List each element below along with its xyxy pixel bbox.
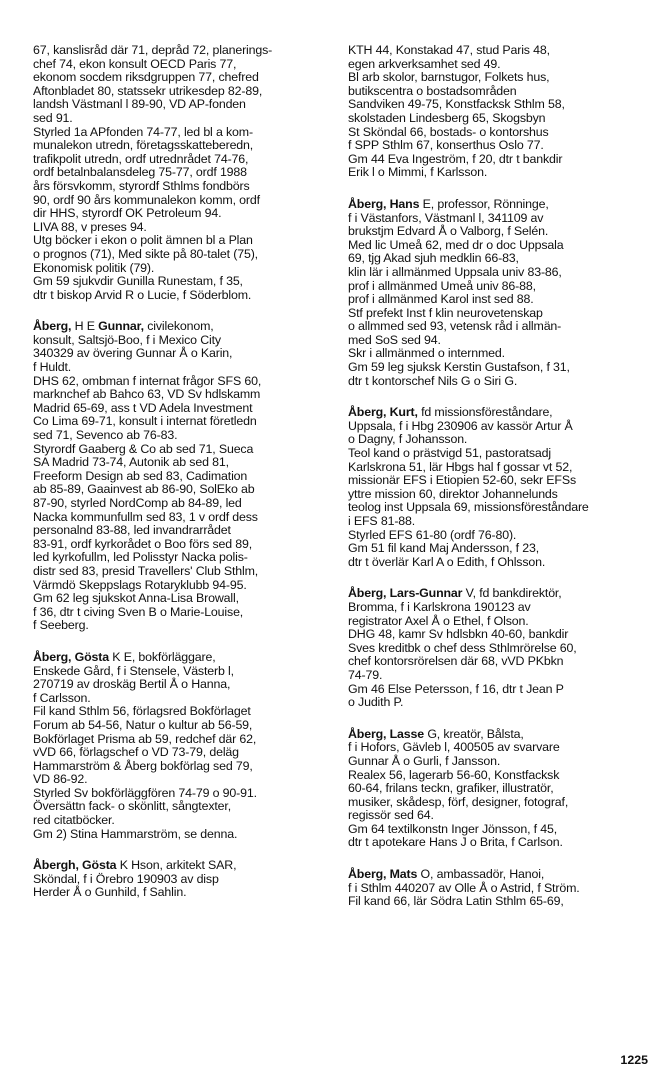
entry-line: Fil kand Sthlm 56, förlagsred Bokförlaget: [33, 704, 251, 719]
entry-first-line: [348, 868, 648, 882]
entry-line: Gm 44 Eva Ingeström, f 20, dtr t bankdir: [348, 151, 563, 166]
entry-line: f SPP Sthlm 67, konserthus Oslo 77.: [348, 138, 544, 153]
entry-surname: Åberg, Mats: [348, 867, 418, 882]
entry-line: Herder Å o Gunhild, f Sahlin.: [33, 885, 187, 900]
entry-line: Madrid 65-69, ass t VD Adela Investment: [33, 400, 253, 415]
entry-line: St Sköndal 66, bostads- o kontorshus: [348, 124, 549, 139]
entry-line: red citatböcker.: [33, 813, 115, 828]
entry-line: Utg böcker i ekon o polit ämnen bl a Plan: [33, 233, 253, 248]
entry-line: dtr t överlär Karl A o Edith, f Ohlsson.: [348, 554, 546, 569]
left-column: [33, 44, 333, 918]
entry-first-line-rest: E, professor, Rönninge,: [419, 196, 549, 211]
entry-line: 270719 av droskäg Bertil Å o Hanna,: [33, 677, 231, 692]
entry-line: 87-90, styrled NordComp ab 84-89, led: [33, 496, 242, 510]
entry-surname: Åberg, Hans: [348, 196, 420, 211]
entry-line: Co Lima 69-71, konsult i internat företledn: [33, 414, 257, 429]
entry-line: SA Madrid 73-74, Autonik ab sed 81,: [33, 455, 229, 470]
entry-line: VD 86-92.: [33, 772, 88, 787]
entry-line: Stf prefekt Inst f klin neurovetenskap: [348, 305, 543, 320]
entry-line: Skr i allmänmed o internmed.: [348, 346, 505, 361]
directory-entry: [348, 406, 648, 569]
directory-entry: [348, 728, 648, 850]
directory-entry: [348, 587, 648, 709]
entry-line: skolstaden Lindesberg 65, Skogsbyn: [348, 110, 546, 125]
entry-first-line-rest: K E, bokförläggare,: [109, 649, 216, 664]
entry-line: 69, tjg Akad sjuh medklin 66-83,: [348, 251, 519, 266]
right-column: [348, 44, 648, 927]
entry-line: Realex 56, lagerarb 56-60, Konstfacksk: [348, 767, 560, 782]
entry-line: Styrled 1a APfonden 74-77, led bl a kom-: [33, 124, 253, 139]
entry-line: 90, ordf 90 års kommunalekon komm, ordf: [33, 192, 260, 207]
entry-surname: Åberg, Gösta: [33, 649, 109, 664]
entry-line: Sköndal, f i Örebro 190903 av disp: [33, 871, 219, 886]
entry-line: marknchef ab Bahco 63, VD Sv hdlskamm: [33, 387, 261, 402]
entry-first-line-rest: K Hson, arkitekt SAR,: [116, 858, 237, 873]
entry-line: musiker, skådesp, förf, designer, fotograf,: [348, 794, 569, 809]
entry-line: brukstjm Edvard Å o Valborg, f Selén.: [348, 224, 549, 239]
entry-line: f Huldt.: [33, 360, 72, 375]
entry-line: egen arkverksamhet sed 49.: [348, 56, 501, 71]
entry-line: f i Hofors, Gävleb l, 400505 av svarvare: [348, 740, 560, 755]
entry-line: 83-91, ordf kyrkorådet o Boo förs sed 89,: [33, 536, 253, 551]
entry-line: registrator Axel Å o Ethel, f Olson.: [348, 613, 529, 628]
entry-line: sed 71, Sevenco ab 76-83.: [33, 428, 178, 443]
entry-first-line: [33, 651, 333, 665]
entry-first-line: [348, 587, 648, 601]
entry-line: 74-79.: [348, 667, 383, 682]
entry-line: års försvkomm, styrordf Sthlms fondbörs: [33, 178, 250, 193]
entry-line: o Dagny, f Johansson.: [348, 432, 468, 447]
entry-line: Aftonbladet 80, statssekr utrikesdep 82-89,: [33, 83, 263, 98]
entry-line: o Judith P.: [348, 695, 404, 710]
entry-line: i EFS 81-88.: [348, 514, 416, 528]
entry-line: trafikpolit utredn, ordf utrednrådet 74-76,: [33, 151, 249, 166]
entry-line: Gunnar Å o Gurli, f Jansson.: [348, 753, 501, 768]
entry-line: Nacka kommunfullm sed 83, 1 v ordf dess: [33, 509, 258, 524]
directory-entry: [33, 651, 333, 841]
entry-surname: Åberg, Lasse: [348, 726, 425, 741]
entry-surname: Åbergh, Gösta: [33, 858, 117, 873]
directory-entry: [33, 859, 333, 900]
entry-line: Sandviken 49-75, Konstfacksk Sthlm 58,: [348, 97, 565, 112]
entry-line: landsh Västmanl l 89-90, VD AP-fonden: [33, 97, 246, 112]
entry-line: f i Västanfors, Västmanl l, 341109 av: [348, 210, 544, 225]
entry-line: Sves kreditbk o chef dess Sthlmrörelse 60,: [348, 640, 577, 655]
entry-line: DHS 62, ombman f internat frågor SFS 60,: [33, 373, 262, 388]
entry-first-line: [348, 406, 648, 420]
entry-line: f Seeberg.: [33, 618, 89, 633]
entry-line: Styrled EFS 61-80 (ordf 76-80).: [348, 527, 517, 542]
entry-line: Fil kand 66, lär Södra Latin Sthlm 65-69,: [348, 894, 564, 909]
entry-line: Erik l o Mimmi, f Karlsson.: [348, 165, 488, 180]
entry-line: Gm 51 fil kand Maj Andersson, f 23,: [348, 541, 540, 556]
entry-line: DHG 48, kamr Sv hdlsbkn 40-60, bankdir: [348, 627, 569, 642]
entry-line: distr sed 83, presid Travellers' Club Sthlm,: [33, 563, 259, 578]
entry-line: dtr t kontorschef Nils G o Siri G.: [348, 373, 518, 388]
entry-continuation: [348, 44, 648, 180]
entry-line: Värmdö Skeppslags Rotaryklubb 94-95.: [33, 577, 247, 592]
entry-first-line-rest: fd missionsföreståndare,: [417, 405, 553, 420]
entry-line: Enskede Gård, f i Stensele, Västerb l,: [33, 663, 234, 678]
directory-entry: [348, 868, 648, 909]
entry-line: Gm 62 leg sjukskot Anna-Lisa Browall,: [33, 591, 239, 606]
entry-given-names: H E: [71, 319, 99, 334]
entry-line: Bokförlaget Prisma ab 59, redchef där 62,: [33, 731, 257, 746]
entry-line: 67, kanslisråd där 71, depråd 72, planerings-: [33, 43, 273, 57]
entry-line: o allmmed sed 93, vetensk råd i allmän-: [348, 319, 562, 334]
entry-line: dir HHS, styrordf OK Petroleum 94.: [33, 206, 222, 221]
entry-line: Hammarström & Åberg bokförlag sed 79,: [33, 758, 253, 773]
entry-line: dtr t apotekare Hans J o Brita, f Carlson.: [348, 835, 563, 850]
entry-line: ordf betalnbalansdeleg 75-77, ordf 1988: [33, 165, 247, 180]
entry-line: Karlskrona 51, lär Hbgs hal f gossar vt 52,: [348, 459, 573, 474]
entry-line: 60-64, frilans teckn, grafiker, illustratör,: [348, 781, 554, 796]
entry-line: chef 74, ekon konsult OECD Paris 77,: [33, 56, 237, 71]
entry-line: vVD 66, förlagschef o VD 73-79, deläg: [33, 745, 239, 760]
directory-entry: [33, 320, 333, 633]
entry-line: Bromma, f i Karlskrona 190123 av: [348, 599, 531, 614]
entry-line: regissör sed 64.: [348, 808, 434, 823]
entry-surname: Åberg,: [33, 319, 72, 334]
entry-line: Översättn fack- o skönlitt, sångtexter,: [33, 799, 231, 814]
entry-line: Gm 59 leg sjuksk Kerstin Gustafson, f 31,: [348, 360, 570, 375]
entry-line: ekonom socdem riksdgruppen 77, chefred: [33, 70, 259, 85]
entry-first-line: [33, 859, 333, 873]
entry-surname: Åberg, Lars-Gunnar: [348, 586, 463, 601]
entry-line: Bl arb skolor, barnstugor, Folkets hus,: [348, 70, 550, 85]
entry-line: chef kontorsrörelsen där 68, vVD PKbkn: [348, 654, 564, 669]
entry-first-line: [348, 198, 648, 212]
entry-line: teolog inst Uppsala 69, missionsföreståndare: [348, 500, 589, 515]
entry-line: Gm 64 textilkonstn Inger Jönsson, f 45,: [348, 821, 558, 836]
entry-line: konsult, Saltsjö-Boo, f i Mexico City: [33, 332, 221, 347]
entry-line: munalekon utredn, företagsskatteberedn,: [33, 138, 254, 153]
entry-line: f Carlsson.: [33, 690, 91, 705]
entry-line: ab 85-89, Gaainvest ab 86-90, SolEko ab: [33, 482, 255, 497]
entry-line: Gm 46 Else Petersson, f 16, dtr t Jean P: [348, 681, 564, 696]
entry-line: med SoS sed 94.: [348, 332, 441, 347]
entry-line: personalnd 83-88, led invandrarrådet: [33, 523, 231, 538]
entry-line: Styrled Sv bokförläggfören 74-79 o 90-91.: [33, 785, 257, 800]
entry-line: LIVA 88, v preses 94.: [33, 219, 147, 234]
entry-line: yttre mission 60, direktor Johannelunds: [348, 486, 558, 501]
entry-line: prof i allmänmed Karol inst sed 88.: [348, 292, 534, 307]
entry-line: Freeform Design ab sed 83, Cadimation: [33, 468, 248, 483]
entry-line: missionär EFS i Etiopien 52-60, sekr EFSs: [348, 473, 576, 488]
entry-line: butikscentra o bostadsområden: [348, 83, 517, 98]
entry-first-line-rest: G, kreatör, Bålsta,: [424, 726, 524, 741]
entry-line: KTH 44, Konstakad 47, stud Paris 48,: [348, 43, 550, 57]
entry-line: Gm 59 sjukvdir Gunilla Runestam, f 35,: [33, 274, 243, 289]
entry-line: klin lär i allmänmed Uppsala univ 83-86,: [348, 264, 562, 279]
entry-surname: Åberg, Kurt,: [348, 405, 418, 420]
entry-continuation: [33, 44, 333, 302]
entry-line: Forum ab 54-56, Natur o kultur ab 56-59,: [33, 717, 253, 732]
entry-first-line: [348, 728, 648, 742]
entry-call-name: Gunnar,: [98, 319, 144, 334]
entry-line: f 36, dtr t civing Sven B o Marie-Louise,: [33, 604, 244, 619]
entry-line: led kyrkofullm, led Polisstyr Nacka polis-: [33, 550, 248, 565]
entry-line: Med lic Umeå 62, med dr o doc Uppsala: [348, 237, 564, 252]
directory-entry: [348, 198, 648, 388]
entry-first-line: [33, 320, 333, 334]
entry-line: o prognos (71), Med sikte på 80-talet (75),: [33, 246, 258, 261]
entry-line: 340329 av övering Gunnar Å o Karin,: [33, 346, 233, 361]
entry-line: Ekonomisk politik (79).: [33, 260, 155, 275]
entry-first-line-rest: O, ambassadör, Hanoi,: [417, 867, 545, 882]
entry-line: f i Sthlm 440207 av Olle Å o Astrid, f Ström.: [348, 880, 580, 895]
entry-line: Styrordf Gaaberg & Co ab sed 71, Sueca: [33, 441, 254, 456]
entry-line: dtr t biskop Arvid R o Lucie, f Söderblom.: [33, 287, 252, 302]
entry-line: Gm 2) Stina Hammarström, se denna.: [33, 826, 238, 841]
entry-line: sed 91.: [33, 110, 73, 125]
page-number: 1225: [620, 1053, 648, 1067]
entry-first-line-rest: V, fd bankdirektör,: [462, 586, 562, 601]
entry-line: Uppsala, f i Hbg 230906 av kassör Artur Å: [348, 418, 573, 433]
entry-first-line-rest: civilekonom,: [143, 319, 214, 334]
entry-line: Teol kand o prästvigd 51, pastoratsadj: [348, 446, 552, 461]
entry-line: prof i allmänmed Umeå univ 86-88,: [348, 278, 536, 293]
